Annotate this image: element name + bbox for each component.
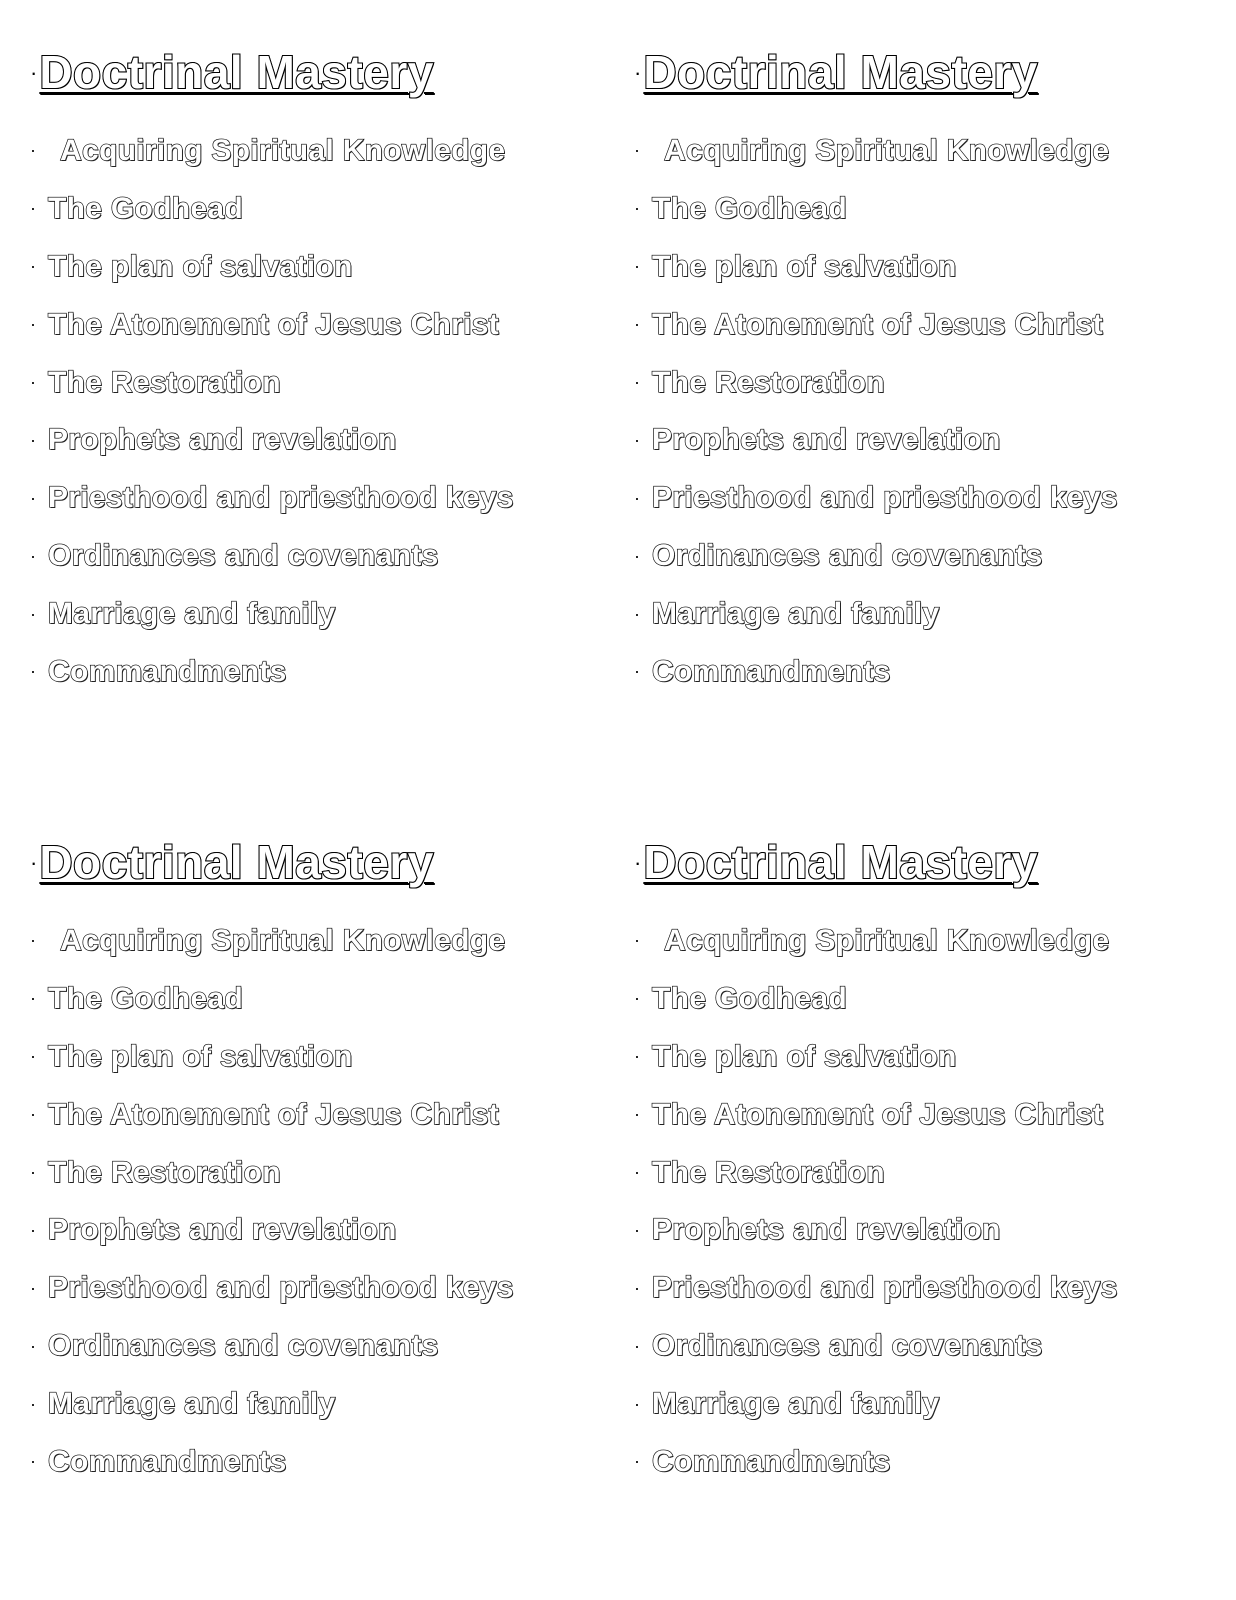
bullet-dot: · [634, 603, 640, 624]
list-item [634, 970, 1214, 1028]
topic-list [634, 122, 1214, 701]
topic-label: Commandments [48, 1444, 287, 1478]
list-item [634, 1317, 1214, 1375]
topic-label: Acquiring Spiritual Knowledge [60, 923, 506, 957]
topic-label: The Atonement of Jesus Christ [48, 307, 499, 341]
topic-label: The Atonement of Jesus Christ [652, 307, 1103, 341]
card-title-row [30, 38, 610, 100]
topic-label: The Godhead [48, 191, 243, 225]
list-item [30, 296, 610, 354]
bullet-dot: · [634, 988, 640, 1009]
topic-label: Prophets and revelation [48, 1213, 397, 1247]
bullet-dot: · [634, 198, 640, 219]
card-title: Doctrinal Mastery [39, 836, 434, 888]
bullet-dot: · [634, 661, 640, 682]
bullet-dot: · [30, 545, 36, 566]
topic-label: Priesthood and priesthood keys [48, 1271, 514, 1305]
list-item [30, 585, 610, 643]
list-item [30, 180, 610, 238]
topic-label: The plan of salvation [652, 249, 957, 283]
bullet-dot: · [634, 1451, 640, 1472]
bullet-dot: · [30, 1277, 36, 1298]
topic-label: Ordinances and covenants [48, 539, 439, 573]
topic-list [30, 122, 610, 701]
topic-list [634, 912, 1214, 1491]
bullet-dot: · [30, 1393, 36, 1414]
card-title: Doctrinal Mastery [643, 46, 1038, 98]
bullet-dot: · [634, 1335, 640, 1356]
bullet-dot: · [634, 314, 640, 335]
topic-label: Ordinances and covenants [652, 539, 1043, 573]
topic-label: Commandments [48, 654, 287, 688]
list-item [30, 354, 610, 412]
topic-label: The plan of salvation [48, 1039, 353, 1073]
bullet-dot: · [30, 140, 36, 161]
topic-label: Commandments [652, 1444, 891, 1478]
topic-label: The plan of salvation [48, 249, 353, 283]
bullet-dot: · [30, 930, 36, 951]
topic-label: The Restoration [652, 1155, 885, 1189]
list-item [634, 296, 1214, 354]
list-item [634, 354, 1214, 412]
bullet-dot: · [30, 198, 36, 219]
title-bullet: · [634, 60, 642, 85]
topic-label: The Atonement of Jesus Christ [48, 1097, 499, 1131]
bullet-dot: · [30, 372, 36, 392]
bullet-dot: · [30, 603, 36, 624]
card-title: Doctrinal Mastery [643, 836, 1038, 888]
topic-label: The Godhead [48, 981, 243, 1015]
list-item [634, 1433, 1214, 1491]
bullet-dot: · [634, 487, 640, 508]
topic-label: The Godhead [652, 191, 847, 225]
bullet-dot: · [634, 1104, 640, 1125]
topic-label: Commandments [652, 654, 891, 688]
list-item [634, 585, 1214, 643]
card-title: Doctrinal Mastery [39, 46, 434, 98]
topic-label: The Restoration [48, 365, 281, 399]
list-item [30, 411, 610, 469]
card-bottom-right [634, 828, 1214, 1491]
bullet-dot: · [634, 140, 640, 161]
list-item [634, 469, 1214, 527]
topic-label: The Restoration [48, 1155, 281, 1189]
card-title-row [634, 828, 1214, 890]
bullet-dot: · [634, 545, 640, 566]
topic-label: Marriage and family [48, 597, 336, 631]
topic-label: Marriage and family [652, 1387, 940, 1421]
list-item [634, 122, 1214, 180]
list-item [30, 238, 610, 296]
list-item [30, 1259, 610, 1317]
card-bottom-left [30, 828, 610, 1491]
topic-label: Ordinances and covenants [48, 1329, 439, 1363]
list-item [634, 1144, 1214, 1202]
bullet-dot: · [634, 1393, 640, 1414]
list-item [634, 912, 1214, 970]
bullet-dot: · [30, 661, 36, 682]
card-title-row [30, 828, 610, 890]
topic-label: Prophets and revelation [652, 423, 1001, 457]
bullet-dot: · [634, 256, 640, 277]
bullet-dot: · [30, 1335, 36, 1356]
topic-label: Prophets and revelation [48, 423, 397, 457]
list-item [30, 1028, 610, 1086]
topic-list [30, 912, 610, 1491]
list-item [30, 469, 610, 527]
list-item [634, 1259, 1214, 1317]
bullet-dot: · [30, 429, 36, 450]
list-item [30, 1317, 610, 1375]
title-bullet: · [30, 850, 38, 875]
topic-label: Priesthood and priesthood keys [48, 481, 514, 515]
topic-label: The plan of salvation [652, 1039, 957, 1073]
list-item [634, 411, 1214, 469]
topic-label: Priesthood and priesthood keys [652, 1271, 1118, 1305]
list-item [634, 527, 1214, 585]
bullet-dot: · [30, 256, 36, 277]
topic-label: Marriage and family [48, 1387, 336, 1421]
bullet-dot: · [30, 1451, 36, 1472]
topic-label: Acquiring Spiritual Knowledge [60, 133, 506, 167]
list-item [634, 180, 1214, 238]
list-item [634, 643, 1214, 701]
card-title-row [634, 38, 1214, 100]
list-item [30, 122, 610, 180]
card-top-left [30, 38, 610, 701]
topic-label: The Atonement of Jesus Christ [652, 1097, 1103, 1131]
topic-label: The Restoration [652, 365, 885, 399]
topic-label: Priesthood and priesthood keys [652, 481, 1118, 515]
card-top-right [634, 38, 1214, 701]
topic-label: Ordinances and covenants [652, 1329, 1043, 1363]
bullet-dot: · [634, 1277, 640, 1298]
list-item [30, 1433, 610, 1491]
topic-label: The Godhead [652, 981, 847, 1015]
list-item [30, 1086, 610, 1144]
title-bullet: · [30, 60, 38, 85]
bullet-dot: · [634, 1162, 640, 1182]
list-item [30, 970, 610, 1028]
topic-label: Acquiring Spiritual Knowledge [664, 923, 1110, 957]
bullet-dot: · [30, 487, 36, 508]
bullet-dot: · [30, 314, 36, 335]
bullet-dot: · [634, 372, 640, 392]
list-item [634, 1375, 1214, 1433]
bullet-dot: · [30, 1104, 36, 1125]
bullet-dot: · [634, 429, 640, 450]
list-item [634, 1086, 1214, 1144]
title-bullet: · [634, 850, 642, 875]
bullet-dot: · [30, 1219, 36, 1240]
bullet-dot: · [30, 1046, 36, 1067]
list-item [634, 1028, 1214, 1086]
list-item [30, 1201, 610, 1259]
list-item [30, 1144, 610, 1202]
bullet-dot: · [30, 988, 36, 1009]
bullet-dot: · [30, 1162, 36, 1182]
list-item [634, 238, 1214, 296]
topic-label: Marriage and family [652, 597, 940, 631]
bullet-dot: · [634, 1046, 640, 1067]
list-item [30, 527, 610, 585]
list-item [30, 912, 610, 970]
list-item [634, 1201, 1214, 1259]
list-item [30, 643, 610, 701]
topic-label: Prophets and revelation [652, 1213, 1001, 1247]
bullet-dot: · [634, 930, 640, 951]
topic-label: Acquiring Spiritual Knowledge [664, 133, 1110, 167]
bullet-dot: · [634, 1219, 640, 1240]
list-item [30, 1375, 610, 1433]
